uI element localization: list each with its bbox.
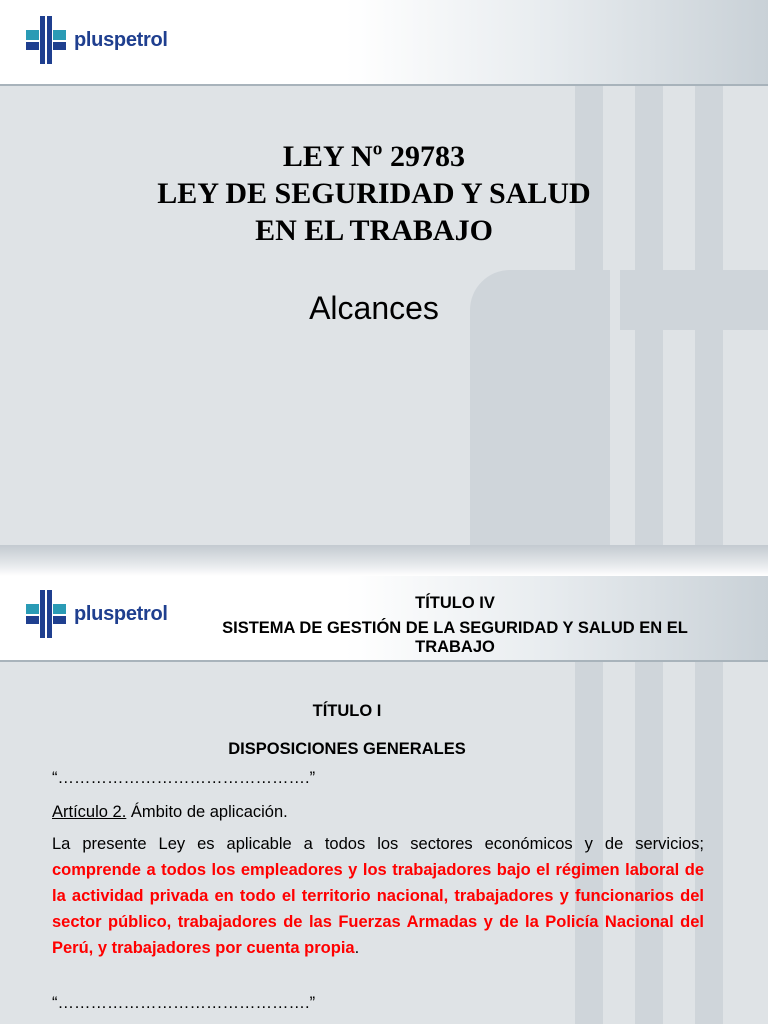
article-title: Ámbito de aplicación. bbox=[126, 803, 288, 821]
title-line-1: LEY Nº 29783 bbox=[282, 140, 466, 173]
paragraph-highlight: comprende a todos los empleadores y los trabajadores bajo el régimen laboral de la actividad privada en todo el territorio nacional, trabajadores y funcionarios del sector público, trabajadores de las Fuerzas Armadas y de la Policía Nacional del Perú, y trabajadores por cuenta propia bbox=[52, 861, 704, 957]
paragraph-plain: La presente Ley es aplicable a todos los sectores económicos y de servicios; bbox=[52, 835, 704, 853]
title-line-3: EN EL TRABAJO bbox=[255, 214, 493, 247]
slide-header bbox=[0, 0, 768, 86]
logo bbox=[26, 16, 168, 64]
paragraph-end: . bbox=[354, 939, 360, 957]
ellipsis-bottom: “……………………………………….” bbox=[52, 994, 316, 1012]
header-title-line-2: SISTEMA DE GESTIÓN DE LA SEGURIDAD Y SALUD EN EL TRABAJO bbox=[222, 619, 688, 656]
pluspetrol-logo-icon bbox=[26, 590, 66, 638]
slide-header bbox=[0, 576, 768, 662]
article-paragraph bbox=[52, 831, 704, 961]
logo-text: pluspetrol bbox=[74, 28, 168, 51]
slide-article bbox=[0, 576, 768, 1024]
header-title bbox=[190, 594, 720, 657]
ellipsis-top: “……………………………………….” bbox=[52, 769, 316, 787]
slide-title-block bbox=[0, 138, 748, 249]
header-title-line-1: TÍTULO IV bbox=[415, 594, 495, 612]
title-line-2: LEY DE SEGURIDAD Y SALUD bbox=[157, 177, 591, 210]
pluspetrol-logo-icon bbox=[26, 16, 66, 64]
slide-subtitle: Alcances bbox=[309, 290, 439, 326]
article-label: Artículo 2. bbox=[52, 803, 127, 821]
slide-separator bbox=[0, 545, 768, 576]
logo bbox=[26, 590, 168, 638]
article-heading bbox=[52, 803, 704, 822]
section-subtitle: DISPOSICIONES GENERALES bbox=[228, 740, 466, 758]
logo-text: pluspetrol bbox=[74, 602, 168, 625]
section-title: TÍTULO I bbox=[312, 702, 382, 720]
